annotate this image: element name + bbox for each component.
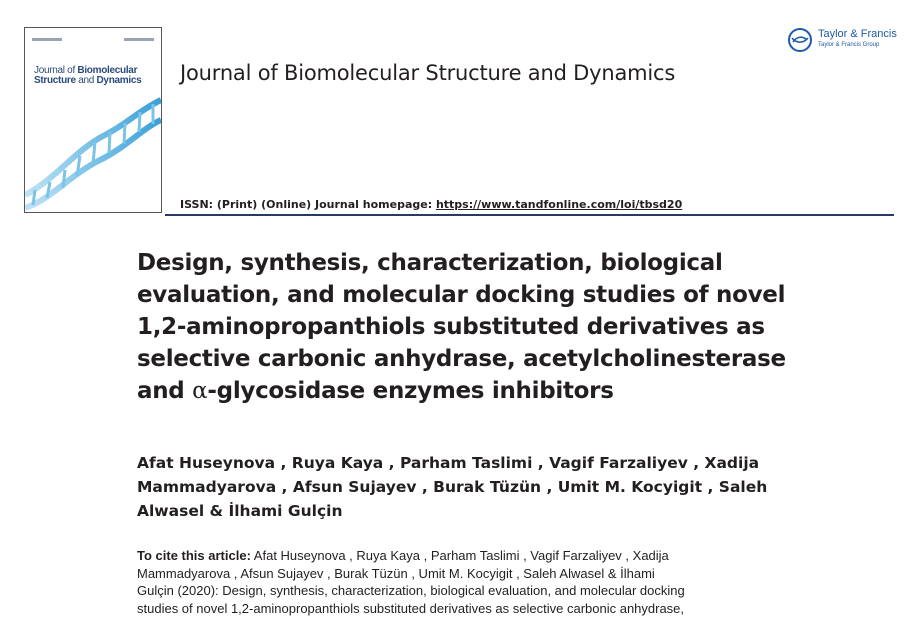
citation-line: studies of novel 1,2-aminopropanthiols substituted derivatives as selective carbonic anhydrase,: [137, 600, 685, 616]
citation-line: To cite this article: Afat Huseynova , Ruya Kaya , Parham Taslimi , Vagif Farzaliyev , Xadija: [137, 548, 669, 563]
publisher-group: Taylor & Francis Group: [818, 42, 880, 48]
citation-line: Mammadyarova , Afsun Sujayev , Burak Tüzün , Umit M. Kocyigit , Saleh Alwasel & İlhami: [137, 565, 655, 581]
cover-header-bar: [32, 37, 154, 43]
citation-line: Gulçin (2020): Design, synthesis, characterization, biological evaluation, and molecular docking: [137, 583, 685, 598]
citation-label: To cite this article:: [137, 548, 251, 563]
issn-line: [180, 198, 682, 211]
journal-title: Journal of Biomolecular Structure and Dynamics: [180, 61, 676, 85]
dna-helix-illustration: [25, 90, 161, 212]
journal-cover-image: [24, 27, 162, 213]
citation-block: [137, 547, 817, 617]
cover-title-line1: Journal of Biomolecular: [34, 65, 138, 76]
article-title-line: and α-glycosidase enzymes inhibitors: [137, 378, 614, 404]
article-title-line: Design, synthesis, characterization, biological: [137, 250, 723, 276]
cover-title-line2: Structure and Dynamics: [34, 75, 142, 86]
cover-title: [34, 66, 156, 86]
publisher-globe-icon: [789, 29, 811, 51]
article-title: [137, 247, 827, 407]
issn-label: ISSN: (Print) (Online) Journal homepage:: [180, 198, 436, 211]
author-line: Afat Huseynova , Ruya Kaya , Parham Taslimi , Vagif Farzaliyev , Xadija: [137, 454, 760, 472]
header-divider: [165, 214, 894, 216]
journal-homepage-link[interactable]: https://www.tandfonline.com/loi/tbsd20: [435, 198, 683, 211]
author-line: Alwasel & İlhami Gulçin: [137, 502, 343, 520]
author-list: [137, 451, 837, 523]
author-line: Mammadyarova , Afsun Sujayev , Burak Tüzün , Umit M. Kocyigit , Saleh: [137, 478, 768, 496]
article-title-line: selective carbonic anhydrase, acetylcholinesterase: [137, 346, 786, 372]
article-title-line: evaluation, and molecular docking studies of novel: [137, 282, 786, 308]
article-title-line: 1,2-aminopropanthiols substituted derivatives as: [137, 314, 765, 340]
publisher-name: Taylor & Francis: [818, 28, 897, 40]
